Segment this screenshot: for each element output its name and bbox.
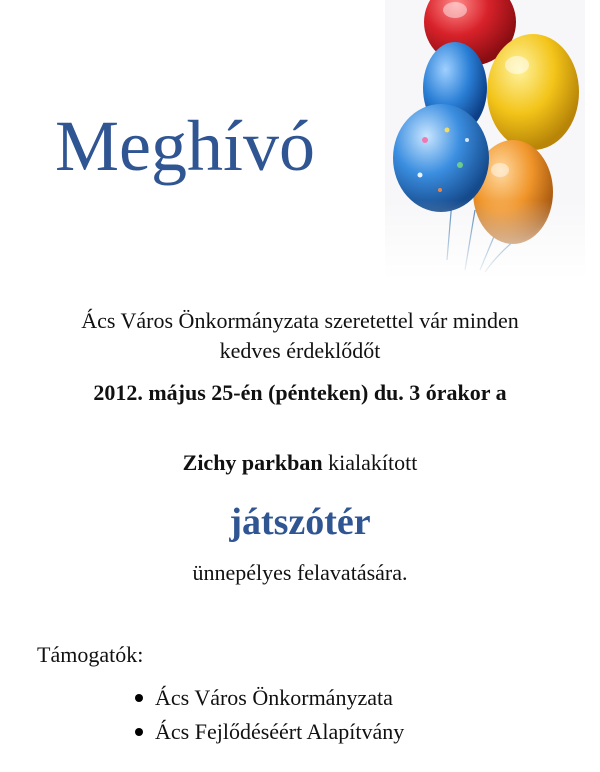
list-item (135, 683, 404, 717)
intro-line-1: Ács Város Önkormányzata szeretettel vár minden (81, 308, 519, 333)
bullet-icon (135, 694, 143, 702)
intro-line-2: kedves érdeklődőt (219, 338, 381, 363)
supporter-name: Ács Város Önkormányzata (155, 685, 393, 710)
supporters-list (135, 683, 404, 751)
list-item (135, 717, 404, 751)
event-occasion: ünnepélyes felavatására. (192, 560, 408, 585)
invitation-title: Meghívó (55, 106, 315, 186)
event-location (0, 450, 600, 476)
location-name: Zichy parkban (182, 450, 323, 475)
event-highlight: játszótér (229, 501, 371, 543)
supporter-name: Ács Fejlődéséért Alapítvány (155, 719, 405, 744)
supporters-label: Támogatók: (37, 642, 144, 667)
balloons-image (385, 0, 585, 280)
bullet-icon (135, 728, 143, 736)
location-rest: kialakított (322, 450, 418, 475)
event-date: 2012. május 25-én (pénteken) du. 3 órakor a (93, 380, 507, 405)
